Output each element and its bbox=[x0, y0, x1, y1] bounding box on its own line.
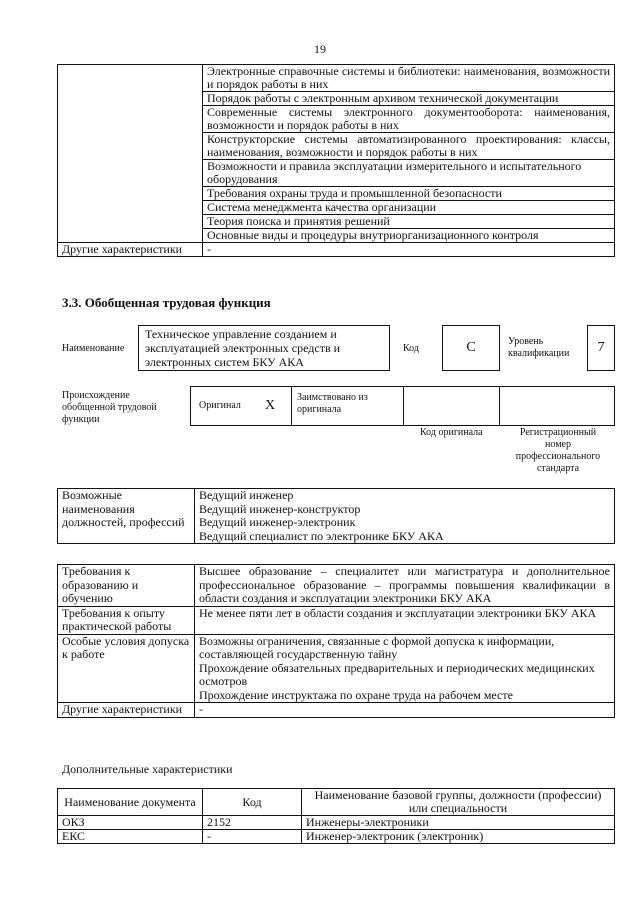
additional-title: Дополнительные характеристики bbox=[62, 762, 233, 776]
group-cell: Инженеры-электроники bbox=[302, 816, 615, 830]
table-row bbox=[58, 830, 615, 844]
knowledge-row: Теория поиска и принятия решений bbox=[203, 215, 615, 229]
position-item: Ведущий специалист по электронике БКУ АКА bbox=[195, 530, 615, 544]
special-condition: Возможны ограничения, связанные с формой допуска к информации, составляющей государственную тайну bbox=[199, 633, 555, 661]
level-label: Уровень квалификации bbox=[508, 336, 570, 359]
other-characteristics-label: Другие характеристики bbox=[58, 243, 203, 257]
experience-label: Требования к опыту практической работы bbox=[58, 606, 195, 634]
other-characteristics-value: - bbox=[195, 703, 615, 718]
requirements-table bbox=[57, 564, 615, 718]
original-mark: X bbox=[265, 398, 276, 413]
knowledge-row: Современные системы электронного документооборота: наименования, возможности и порядок работы в них bbox=[203, 106, 615, 133]
education-label: Требования к образованию и обучению bbox=[58, 565, 195, 607]
origin-divider bbox=[403, 387, 404, 425]
knowledge-row: Система менеджмента качества организации bbox=[203, 201, 615, 215]
doc-cell: ОКЗ bbox=[58, 816, 203, 830]
page-number: 19 bbox=[314, 42, 326, 56]
knowledge-row: Конструкторские системы автоматизированного проектирования: классы, наименования, возможности и порядок работы в них bbox=[203, 133, 615, 160]
level-value-box: 7 bbox=[587, 325, 615, 371]
knowledge-row: Электронные справочные системы и библиотеки: наименования, возможности и порядок работы в них bbox=[203, 65, 615, 92]
special-condition: Прохождение инструктажа по охране труда на рабочем месте bbox=[199, 687, 513, 702]
experience-value: Не менее пяти лет в области создания и эксплуатации электроники БКУ АКА bbox=[195, 606, 615, 634]
positions-table bbox=[57, 488, 615, 544]
knowledge-row: Основные виды и процедуры внутриорганизационного контроля bbox=[203, 229, 615, 243]
origin-divider bbox=[291, 387, 292, 425]
education-value: Высшее образование – специалитет или магистратура и дополнительное профессиональное образование – программы повышения квалификации в области создания и эксплуатации электроники БКУ АКА bbox=[195, 565, 615, 607]
position-item: Ведущий инженер-конструктор bbox=[195, 503, 615, 517]
position-item: Ведущий инженер bbox=[195, 489, 615, 503]
borrowed-label: Заимствовано из оригинала bbox=[297, 392, 368, 415]
other-characteristics-label: Другие характеристики bbox=[58, 703, 195, 718]
other-characteristics-value: - bbox=[203, 243, 615, 257]
code-original-caption: Код оригинала bbox=[420, 427, 483, 438]
code-cell: 2152 bbox=[203, 816, 302, 830]
knowledge-row: Возможности и правила эксплуатации измерительного и испытательного оборудования bbox=[203, 160, 615, 187]
knowledge-table bbox=[57, 64, 615, 257]
code-value-box: С bbox=[442, 325, 500, 371]
knowledge-row: Требования охраны труда и промышленной безопасности bbox=[203, 187, 615, 201]
origin-label: Происхождение обобщенной трудовой функции bbox=[62, 390, 157, 425]
additional-table bbox=[57, 788, 615, 844]
section-title: 3.3. Обобщенная трудовая функция bbox=[62, 295, 271, 310]
knowledge-row: Порядок работы с электронным архивом технической документации bbox=[203, 92, 615, 106]
code-label: Код bbox=[403, 343, 419, 354]
doc-cell: ЕКС bbox=[58, 830, 203, 844]
group-cell: Инженер-электроник (электроник) bbox=[302, 830, 615, 844]
header-document: Наименование документа bbox=[58, 789, 203, 816]
function-name-box: Техническое управление созданием и эксплуатацией электронных средств и электронных систем БКУ АКА bbox=[138, 325, 390, 371]
table-row bbox=[58, 816, 615, 830]
origin-box bbox=[190, 386, 615, 426]
code-cell: - bbox=[203, 830, 302, 844]
positions-label: Возможные наименования должностей, профессий bbox=[58, 489, 195, 544]
special-conditions-value bbox=[195, 634, 615, 703]
reg-number-caption: Регистрационный номер профессионального стандарта bbox=[515, 427, 601, 474]
special-conditions-label: Особые условия допуска к работе bbox=[58, 634, 195, 703]
special-condition: Прохождение обязательных предварительных и периодических медицинских осмотров bbox=[199, 660, 595, 688]
knowledge-label-cell bbox=[58, 65, 203, 243]
header-code: Код bbox=[203, 789, 302, 816]
position-item: Ведущий инженер-электроник bbox=[195, 516, 615, 530]
header-group-name: Наименование базовой группы, должности (профессии) или специальности bbox=[302, 789, 615, 816]
name-label: Наименование bbox=[62, 343, 125, 354]
original-label: Оригинал bbox=[199, 400, 241, 411]
origin-divider bbox=[499, 387, 500, 425]
